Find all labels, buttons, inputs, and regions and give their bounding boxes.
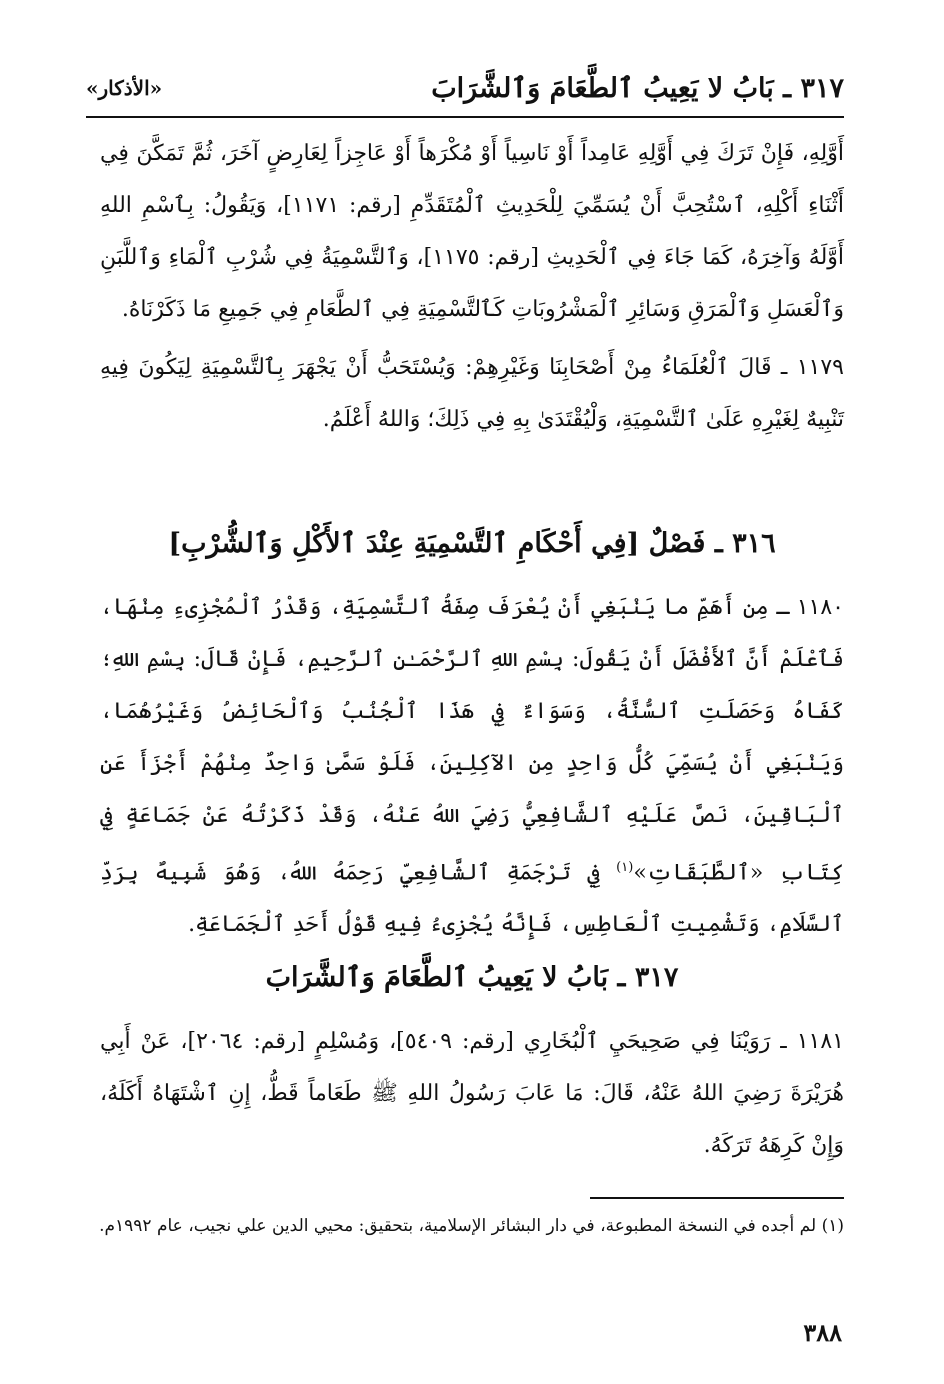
header-rule: [86, 116, 844, 118]
running-header-chapter-title: ٣١٧ ـ بَابُ لا يَعِيبُ ٱلطَّعَامَ وَٱلشَّرَابَ: [431, 72, 844, 104]
footnote-rule: [590, 1197, 844, 1199]
paragraph-1181: ١١٨١ ـ رَوَيْنَا فِي صَحِيحَيِ ٱلْبُخَارِي [رقم: ٥٤٠٩]، وَمُسْلِمٍ [رقم: ٢٠٦٤]، عَنْ أَبِي هُرَيْرَةَ رَضِيَ اللهُ عَنْهُ، قَالَ: مَا عَابَ رَسُولُ اللهِ ﷺ طَعَاماً قَطُّ، إِنِ ٱشْتَهَاهُ أَكَلَهُ، وَإِنْ كَرِهَهُ تَرَكَهُ.: [100, 1029, 844, 1158]
paragraph-1180-part2: فِي تَرْجَمَةِ ٱلشَّافِعِيِّ رَحِمَهُ اللهُ، وَهُوَ شَبِيهٌ بِرَدِّ ٱلسَّلَامِ، وَتَشْمِيتِ ٱلْعَاطِسِ، فَإِنَّهُ يُجْزِىءُ فِيهِ قَوْلُ أَحَدِ ٱلْجَمَاعَةِ.: [100, 860, 844, 938]
section-316-heading: ٣١٦ ـ فَصْلٌ [فِي أَحْكَامِ ٱلتَّسْمِيَةِ عِنْدَ ٱلأَكْلِ وَٱلشُّرْبِ]: [168, 528, 776, 559]
paragraph-1179: ١١٧٩ ـ قَالَ ٱلْعُلَمَاءُ مِنْ أَصْحَابِنَا وَغَيْرِهِمْ: وَيُسْتَحَبُّ أَنْ يَجْهَرَ بِٱلتَّسْمِيَةِ لِيَكُونَ فِيهِ تَنْبِيهٌ لِغَيْرِهِ عَلَىٰ ٱلتَّسْمِيَةِ، وَلْيُقْتَدَىٰ بِهِ فِي ذَلِكَ؛ وَاللهُ أَعْلَمُ.: [100, 355, 844, 432]
running-header-book-title: «الأذكار»: [86, 76, 163, 100]
paragraph-1180: [100, 582, 844, 951]
text-block-316: [100, 582, 844, 951]
paragraph-1180-part1: ١١٨٠ ـ مِن أَهَمِّ ما يَنْبَغِي أَنْ يُعْرَفَ صِفَةُ ٱلتَّسْمِيَةِ، وَقَدْرُ ٱلْمُجْزِىءِ مِنْهَا، فَٱعْلَمْ أَنَّ ٱلأَفْضَلَ أَنْ يَقُولَ: بِسْمِ اللهِ ٱلرَّحْمَـٰنِ ٱلرَّحِيمِ، فَإِنْ قَالَ: بِسْمِ اللهِ؛ كَفَاهُ وَحَصَلَتِ ٱلسُّنَّةُ، وَسَوَاءٌ فِي هَذَا ٱلْجُنُبُ وَٱلْحَائِضُ وَغَيْرُهُمَا، وَيَنْبَغِي أَنْ يُسَمِّيَ كُلُّ وَاحِدٍ مِن الآكِلِينَ، فَلَوْ سَمَّىٰ وَاحِدٌ مِنْهُمْ أَجْزَأَ عَنِ ٱلْبَاقِينَ، نَصَّ عَلَيْهِ ٱلشَّافِعِيُّ رَضِيَ اللهُ عَنْهُ، وَقَدْ ذَكَرْتُهُ عَنْ جَمَاعَةٍ فِي كِتَابِ «ٱلطَّبَقَاتِ»: [100, 595, 844, 886]
section-317-heading: ٣١٧ ـ بَابُ لا يَعِيبُ ٱلطَّعَامَ وَٱلشَّرَابَ: [265, 962, 679, 993]
paragraph-continuation: أَوَّلِهِ، فَإِنْ تَرَكَ فِي أَوَّلِهِ عَامِداً أَوْ نَاسِياً أَوْ مُكْرَهاً أَوْ عَاجِزاً لِعَارِضٍ آخَرَ، ثُمَّ تَمَكَّنَ فِي أَثْنَاءِ أَكْلِهِ، ٱسْتُحِبَّ أَنْ يُسَمِّيَ لِلْحَدِيثِ ٱلْمُتَقَدِّمِ [رقم: ١١٧١]، وَيَقُولُ: بِٱسْمِ اللهِ أَوَّلَهُ وَآخِرَهُ، كَمَا جَاءَ فِي ٱلْحَدِيثِ [رقم: ١١٧٥]، وَٱلتَّسْمِيَةُ فِي شُرْبِ ٱلْمَاءِ وَٱللَّبَنِ وَٱلْعَسَلِ وَٱلْمَرَقِ وَسَائِرِ ٱلْمَشْرُوبَاتِ كَٱلتَّسْمِيَةِ فِي ٱلطَّعَامِ فِي جَمِيعِ مَا ذَكَرْنَاهُ.: [100, 141, 845, 322]
footnote-reference: (١): [616, 860, 634, 875]
running-header: [86, 64, 844, 112]
page-number: ٣٨٨: [803, 1318, 842, 1347]
text-block-1: [100, 128, 844, 446]
text-block-317: [100, 1016, 844, 1172]
footnote: (١) لم أجده في النسخة المطبوعة، في دار البشائر الإسلامية، بتحقيق: محيي الدين علي نجيب، عام ١٩٩٢م.: [99, 1216, 844, 1236]
